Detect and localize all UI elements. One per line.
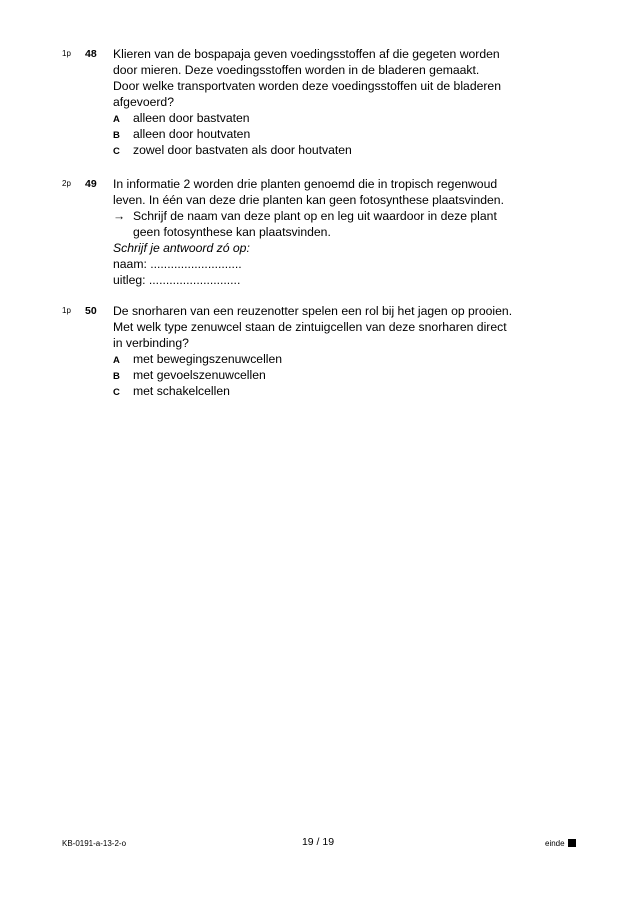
question-text-line: door mieren. Deze voedingsstoffen worden in de bladeren gemaakt. (113, 63, 480, 77)
exam-code: KB-0191-a-13-2-o (62, 839, 127, 848)
option-text: met schakelcellen (133, 384, 230, 398)
option-text: zowel door bastvaten als door houtvaten (133, 143, 352, 157)
end-square-icon (568, 839, 576, 847)
question-text-line: Door welke transportvaten worden deze voedingsstoffen uit de bladeren (113, 79, 501, 93)
question-points: 2p (62, 179, 71, 188)
question-number: 48 (85, 48, 97, 60)
option-letter: A (113, 355, 120, 366)
answer-option-c (113, 383, 230, 401)
question-points: 1p (62, 49, 71, 58)
answer-line-naam: naam: ........................... (113, 257, 242, 271)
end-label: einde (545, 839, 565, 848)
task-text-line: geen fotosynthese kan plaatsvinden. (133, 225, 331, 239)
option-letter: B (113, 130, 120, 141)
question-points: 1p (62, 306, 71, 315)
option-letter: C (113, 146, 120, 157)
question-text-line: Met welk type zenuwcel staan de zintuigcellen van deze snorharen direct (113, 320, 507, 334)
question-number: 50 (85, 305, 97, 317)
option-letter: B (113, 371, 120, 382)
option-text: met gevoelszenuwcellen (133, 368, 266, 382)
option-text: met bewegingszenuwcellen (133, 352, 283, 366)
answer-line-uitleg: uitleg: ........................... (113, 273, 241, 287)
page-number: 19 / 19 (301, 836, 335, 848)
option-text: alleen door bastvaten (133, 111, 250, 125)
task-text-line: Schrijf de naam van deze plant op en leg uit waardoor in deze plant (133, 209, 497, 223)
question-text-line: De snorharen van een reuzenotter spelen een rol bij het jagen op prooien. (113, 304, 513, 318)
option-letter: C (113, 387, 120, 398)
answer-option-c (113, 142, 352, 160)
option-text: alleen door houtvaten (133, 127, 251, 141)
question-text-line: In informatie 2 worden drie planten genoemd die in tropisch regenwoud (113, 177, 498, 191)
arrow-icon: → (113, 209, 126, 223)
question-text-line: Klieren van de bospapaja geven voedingsstoffen af die gegeten worden (113, 47, 500, 61)
option-letter: A (113, 114, 120, 125)
question-text-line: afgevoerd? (113, 95, 174, 109)
question-number: 49 (85, 178, 97, 190)
question-text-line: in verbinding? (113, 336, 189, 350)
question-text-line: leven. In één van deze drie planten kan geen fotosynthese plaatsvinden. (113, 193, 504, 207)
answer-instruction: Schrijf je antwoord zó op: (113, 241, 250, 255)
end-marker (545, 838, 576, 850)
